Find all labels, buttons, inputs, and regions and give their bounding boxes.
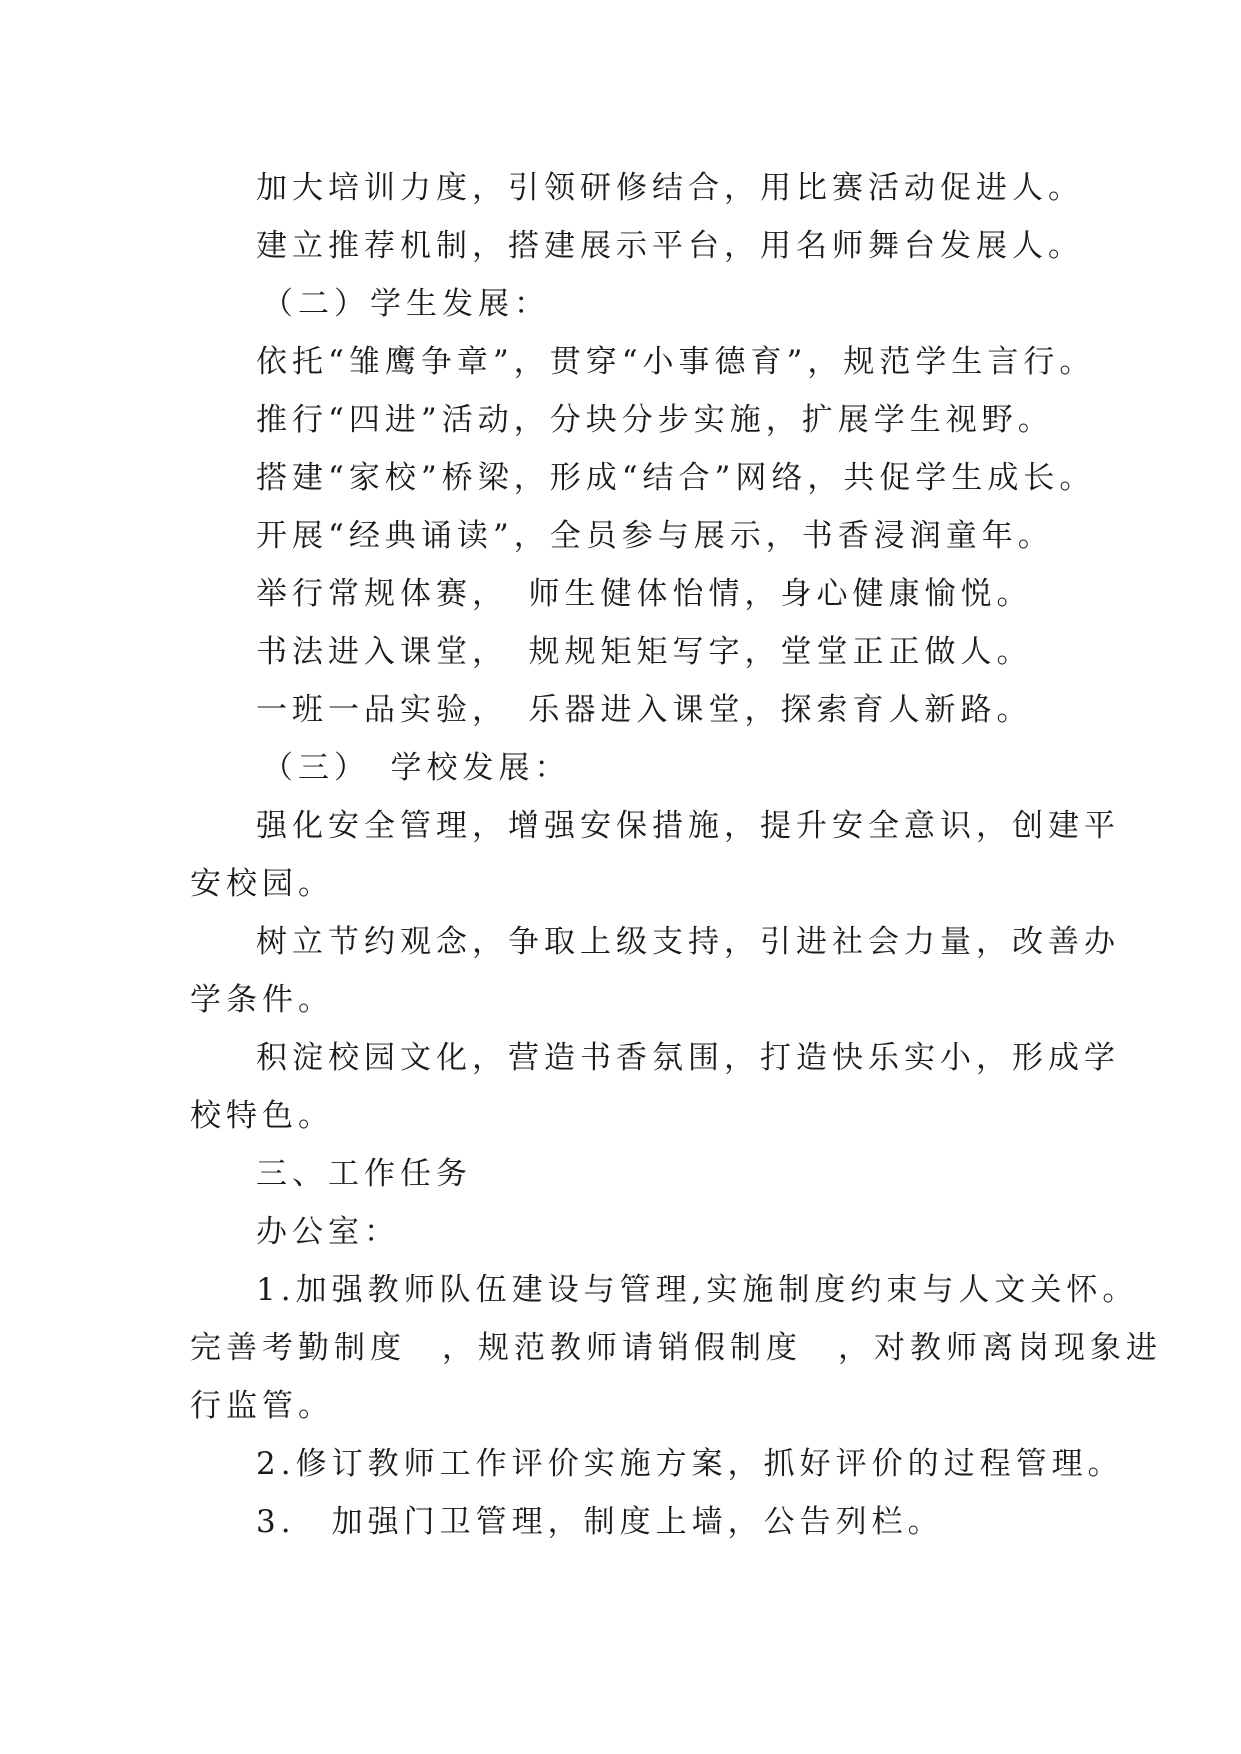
subsection-heading: 办公室： [256,1214,400,1250]
paragraph-line: 安校园。 [190,866,334,902]
paragraph-line: 开展“经典诵读”，全员参与展示，书香浸润童年。 [256,518,1054,554]
paragraph-line: 依托“雏鹰争章”，贯穿“小事德育”，规范学生言行。 [256,344,1096,380]
numbered-item: 1.加强教师队伍建设与管理,实施制度约束与人文关怀。 [256,1272,1139,1308]
section-heading: （三） 学校发展： [262,750,571,786]
paragraph-line: 学条件。 [190,982,334,1018]
numbered-item: 3. 加强门卫管理，制度上墙，公告列栏。 [256,1504,944,1540]
paragraph-line: 积淀校园文化，营造书香氛围，打造快乐实小，形成学 [256,1040,1120,1076]
paragraph-line: 建立推荐机制，搭建展示平台，用名师舞台发展人。 [256,228,1084,264]
paragraph-line: 强化安全管理，增强安保措施，提升安全意识，创建平 [256,808,1120,844]
paragraph-line: 完善考勤制度 ，规范教师请销假制度 ，对教师离岗现象进 [190,1330,1162,1366]
paragraph-line: 树立节约观念，争取上级支持，引进社会力量，改善办 [256,924,1120,960]
paragraph-line: 书法进入课堂， 规规矩矩写字，堂堂正正做人。 [256,634,1033,670]
paragraph-line: 推行“四进”活动，分块分步实施，扩展学生视野。 [256,402,1054,438]
paragraph-line: 行监管。 [190,1388,334,1424]
paragraph-line: 一班一品实验， 乐器进入课堂，探索育人新路。 [256,692,1033,728]
paragraph-line: 搭建“家校”桥梁，形成“结合”网络，共促学生成长。 [256,460,1096,496]
section-heading: （二）学生发展： [262,286,550,322]
section-heading: 三、工作任务 [256,1156,472,1192]
paragraph-line: 校特色。 [190,1098,334,1134]
paragraph-line: 举行常规体赛， 师生健体怡情，身心健康愉悦。 [256,576,1033,612]
numbered-item: 2.修订教师工作评价实施方案，抓好评价的过程管理。 [256,1446,1124,1482]
paragraph-line: 加大培训力度，引领研修结合，用比赛活动促进人。 [256,170,1084,206]
